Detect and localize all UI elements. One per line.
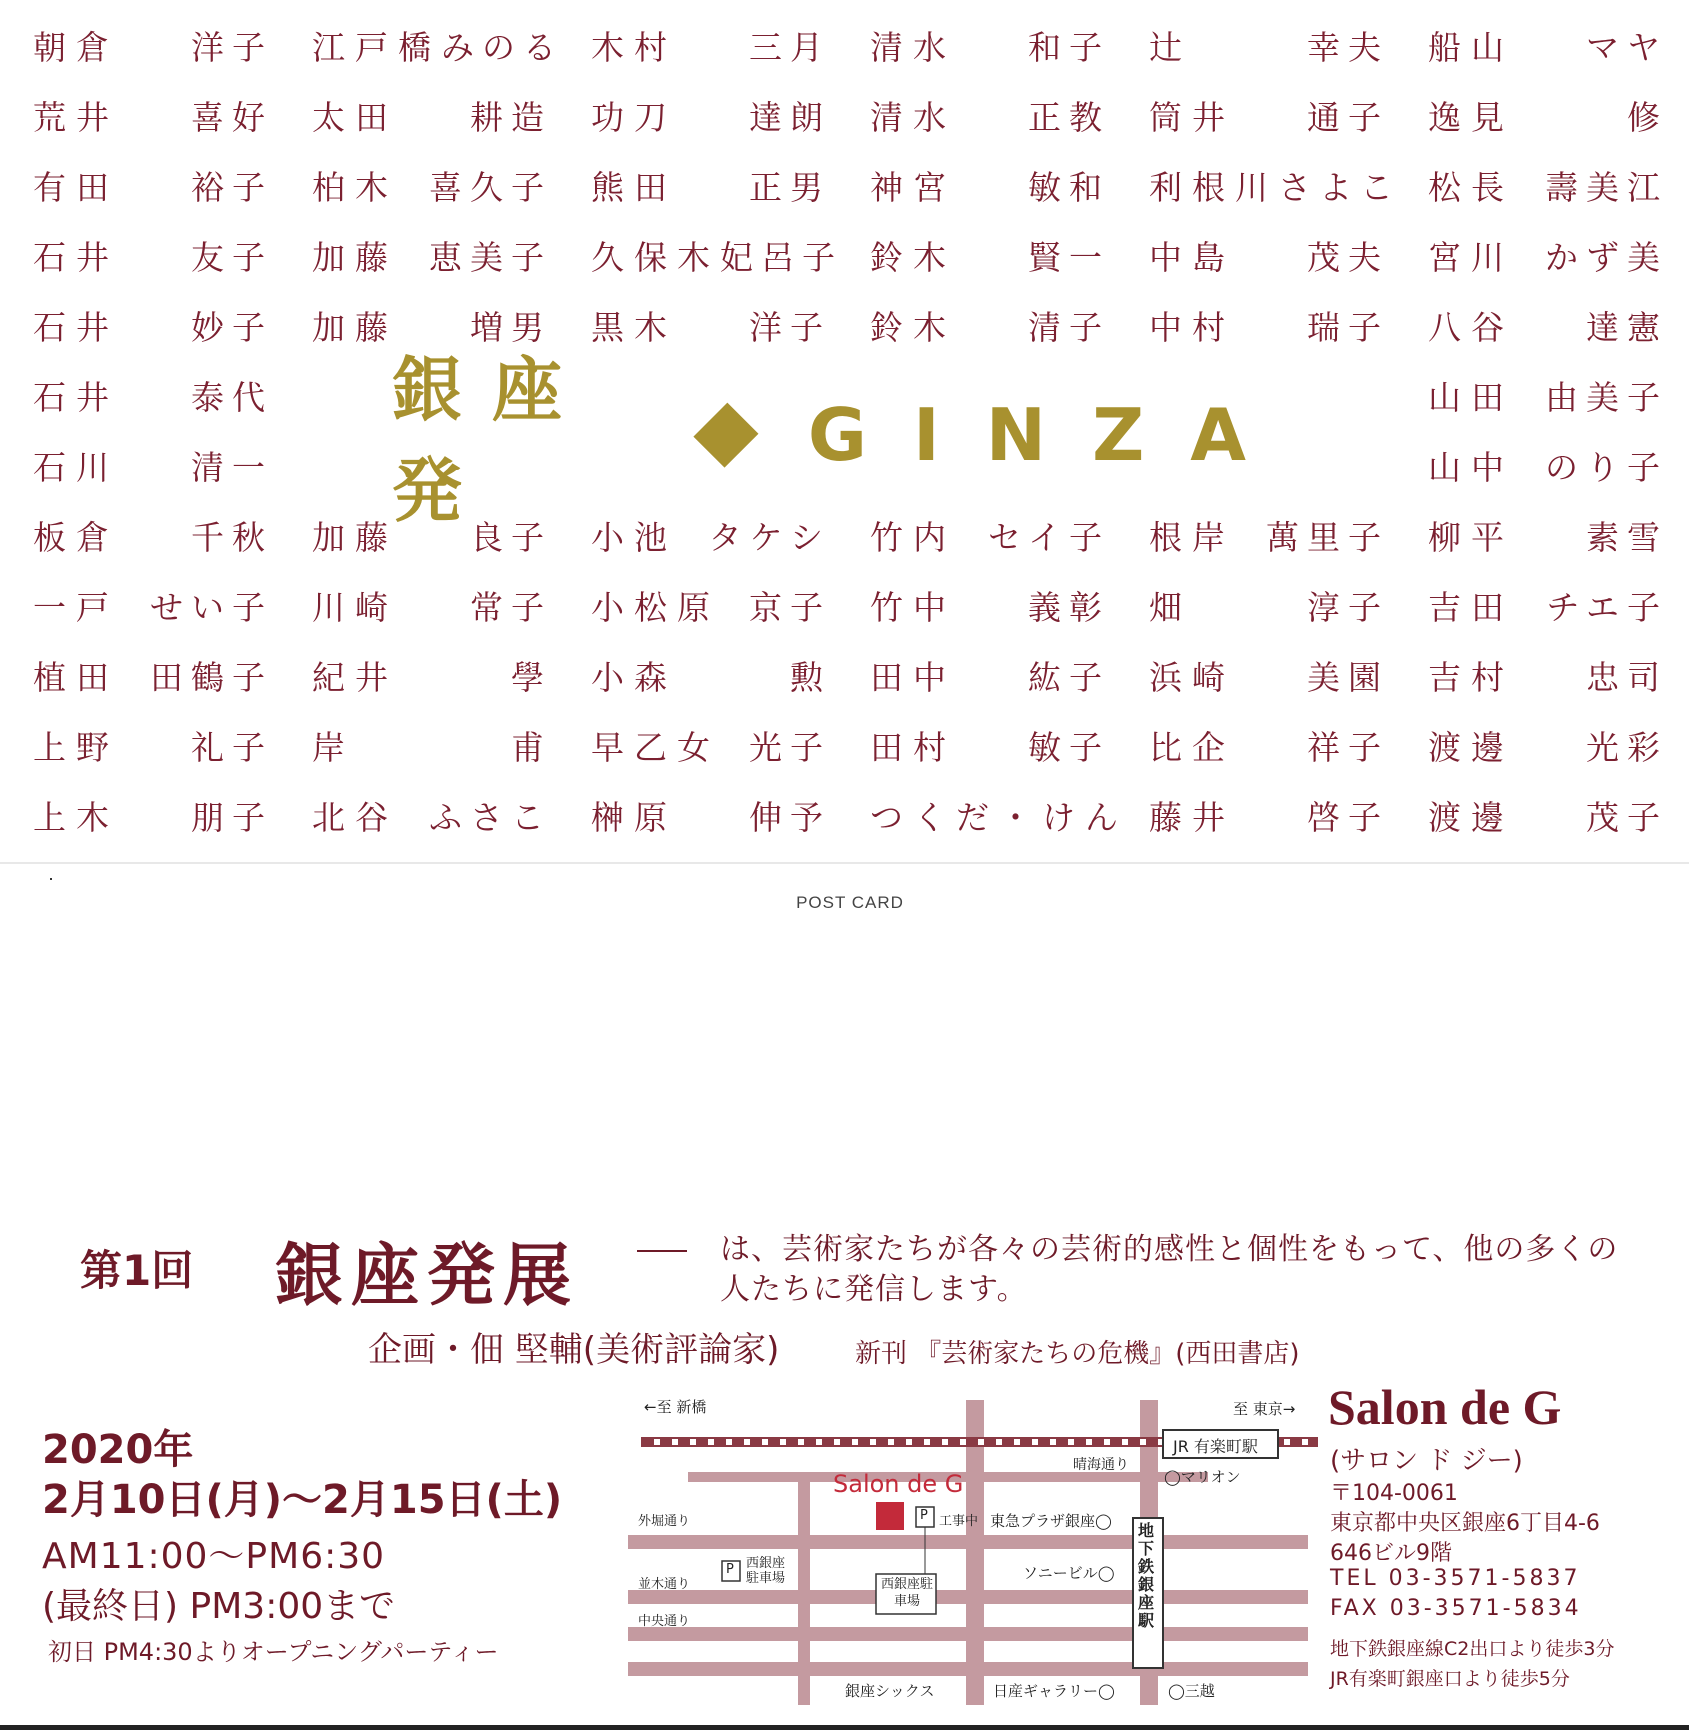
- artist-name: [870, 20, 1110, 70]
- artist-given-name: 祥子: [1307, 727, 1389, 767]
- artist-family-name: 岸: [312, 727, 355, 767]
- artist-name: [1428, 160, 1668, 210]
- artist-name: [33, 300, 273, 350]
- label-chuo: 中央通り: [638, 1614, 691, 1629]
- artist-family-name: 柳平: [1428, 517, 1514, 557]
- artist-name: [591, 230, 843, 280]
- banner-english: GINZA: [807, 393, 1292, 477]
- artist-name: [1149, 90, 1389, 140]
- label-to-tokyo: 至 東京→: [1233, 1400, 1296, 1418]
- artist-given-name: 喜好: [191, 97, 273, 137]
- label-construction: 工事中: [939, 1514, 979, 1529]
- artist-name: [33, 370, 273, 420]
- artist-name: [1428, 720, 1668, 770]
- artist-family-name: 石井: [33, 237, 119, 277]
- artist-family-name: 中島: [1149, 237, 1235, 277]
- artist-family-name: 小池: [591, 517, 677, 557]
- artist-given-name: 光彩: [1586, 727, 1668, 767]
- artist-name: [870, 510, 1110, 560]
- artist-family-name: 鈴木: [870, 307, 956, 347]
- artist-given-name: 喜久子: [429, 167, 552, 207]
- artist-name: [312, 650, 552, 700]
- salon-name: Salon de G: [1328, 1379, 1562, 1435]
- artist-name: [1428, 510, 1668, 560]
- artist-name: [312, 20, 564, 70]
- artist-given-name: さよこ: [1278, 167, 1401, 207]
- artist-name: [870, 300, 1110, 350]
- banner-japanese: 銀座発: [392, 349, 592, 532]
- label-parking-p: P: [920, 1508, 928, 1523]
- artist-name: [1149, 160, 1401, 210]
- artist-name: [312, 90, 552, 140]
- label-mitsukoshi: ◯三越: [1168, 1682, 1215, 1700]
- artist-given-name: 勲: [790, 657, 831, 697]
- artist-given-name: 伸予: [749, 797, 831, 837]
- artist-name: [1428, 370, 1668, 420]
- artist-name: [312, 580, 552, 630]
- label-salon: Salon de G: [833, 1470, 964, 1498]
- artist-family-name: 神宮: [870, 167, 956, 207]
- title-dash: [637, 1250, 687, 1252]
- salon-access-jr: JR有楽町銀座口より徒歩5分: [1330, 1668, 1570, 1690]
- artist-given-name: 朋子: [191, 797, 273, 837]
- artist-name: [33, 20, 273, 70]
- artist-family-name: 渡邊: [1428, 727, 1514, 767]
- road-v1: [798, 1475, 810, 1705]
- artist-family-name: 黒木: [591, 307, 677, 347]
- bottom-edge: [0, 1725, 1689, 1730]
- artist-family-name: 植田: [33, 657, 119, 697]
- artist-name: [870, 230, 1110, 280]
- artist-name: [33, 650, 273, 700]
- label-subway-station: 地下鉄銀座駅: [1138, 1521, 1155, 1630]
- access-map: [628, 1390, 1318, 1710]
- artist-family-name: 川崎: [312, 587, 398, 627]
- artist-given-name: 千秋: [191, 517, 273, 557]
- label-nishiginza-parking-small: 西銀座駐車場: [746, 1556, 786, 1586]
- artist-family-name: 利根川: [1149, 167, 1278, 207]
- artist-given-name: 美園: [1307, 657, 1389, 697]
- artist-name: [1428, 20, 1668, 70]
- artist-family-name: 早乙女: [591, 727, 720, 767]
- artist-family-name: 石井: [33, 307, 119, 347]
- artist-family-name: 一戸: [33, 587, 119, 627]
- artist-family-name: 八谷: [1428, 307, 1514, 347]
- artist-name: [33, 790, 273, 840]
- artist-family-name: 清水: [870, 97, 956, 137]
- planner-credit: 企画・佃 堅輔(美術評論家): [368, 1330, 780, 1370]
- artist-name: [591, 160, 831, 210]
- artist-given-name: 泰代: [191, 377, 273, 417]
- artist-family-name: 小森: [591, 657, 677, 697]
- artist-given-name: 素雪: [1586, 517, 1668, 557]
- label-harumi: 晴海通り: [1073, 1457, 1129, 1473]
- artist-family-name: 荒井: [33, 97, 119, 137]
- artist-given-name: のり子: [1545, 447, 1668, 487]
- artist-family-name: 松長: [1428, 167, 1514, 207]
- artist-family-name: 有田: [33, 167, 119, 207]
- salon-kana: (サロン ド ジー): [1330, 1446, 1523, 1476]
- new-book-note: 新刊 『芸術家たちの危機』(西田書店): [855, 1339, 1300, 1369]
- artist-family-name: つくだ・けん: [870, 797, 1128, 837]
- artist-name: [33, 580, 273, 630]
- artist-family-name: 石川: [33, 447, 119, 487]
- artist-name: [870, 580, 1110, 630]
- artist-name: [591, 720, 831, 770]
- label-sony: ソニービル◯: [1023, 1564, 1115, 1582]
- label-jr-station: JR 有楽町駅: [1173, 1437, 1258, 1456]
- artist-family-name: 辻: [1149, 27, 1192, 67]
- speck: [50, 878, 52, 880]
- artist-family-name: 浜崎: [1149, 657, 1235, 697]
- artist-family-name: 鈴木: [870, 237, 956, 277]
- label-sotobori: 外堀通り: [638, 1514, 691, 1529]
- artist-family-name: 根岸: [1149, 517, 1235, 557]
- artist-given-name: 幸夫: [1307, 27, 1389, 67]
- artist-given-name: 通子: [1307, 97, 1389, 137]
- artist-given-name: 光子: [749, 727, 831, 767]
- artist-given-name: 良子: [470, 517, 552, 557]
- artist-name: [1149, 580, 1389, 630]
- exhibition-description: は、芸術家たちが各々の芸術的感性と個性をもって、他の多くの人たちに発信します。: [720, 1232, 1619, 1307]
- artist-family-name: 竹中: [870, 587, 956, 627]
- artist-name: [591, 650, 831, 700]
- artist-given-name: 啓子: [1307, 797, 1389, 837]
- diamond-icon: [694, 403, 759, 468]
- artist-given-name: セイ子: [987, 517, 1110, 557]
- postcard-label: POST CARD: [796, 893, 904, 912]
- artist-given-name: 田鶴子: [150, 657, 273, 697]
- artist-family-name: 板倉: [33, 517, 119, 557]
- artist-name: [870, 650, 1110, 700]
- salon-access-subway: 地下鉄銀座線C2出口より徒歩3分: [1330, 1638, 1615, 1660]
- artist-given-name: 忠司: [1586, 657, 1668, 697]
- date-year: 2020年: [42, 1427, 194, 1473]
- artist-name: [33, 160, 273, 210]
- salon-location-marker: [876, 1502, 904, 1530]
- artist-family-name: 上野: [33, 727, 119, 767]
- label-to-shinbashi: ←至 新橋: [644, 1398, 707, 1416]
- artist-family-name: 比企: [1149, 727, 1235, 767]
- label-parking-p2: P: [726, 1562, 734, 1577]
- artist-family-name: 江戸橋: [312, 27, 441, 67]
- artist-name: [312, 160, 552, 210]
- artist-family-name: 熊田: [591, 167, 677, 207]
- date-range: 2月10日(月)〜2月15日(土): [42, 1477, 563, 1523]
- artist-family-name: 北谷: [312, 797, 398, 837]
- artist-name: [312, 230, 552, 280]
- artist-name: [1428, 650, 1668, 700]
- artist-given-name: 淳子: [1307, 587, 1389, 627]
- salon-fax: FAX 03-3571-5834: [1330, 1596, 1582, 1621]
- artist-name: [312, 790, 552, 840]
- artist-given-name: 正教: [1028, 97, 1110, 137]
- exhibition-title: 銀座発展: [275, 1237, 580, 1316]
- artist-name: [1428, 300, 1668, 350]
- artist-family-name: 中村: [1149, 307, 1235, 347]
- artist-given-name: 恵美子: [429, 237, 552, 277]
- artist-family-name: 久保木: [591, 237, 720, 277]
- artist-name: [591, 20, 831, 70]
- artist-family-name: 吉田: [1428, 587, 1514, 627]
- artist-family-name: 石井: [33, 377, 119, 417]
- artist-given-name: 友子: [191, 237, 273, 277]
- edition-number: 第1回: [80, 1246, 194, 1295]
- artist-given-name: 妃呂子: [720, 237, 843, 277]
- artist-name: [870, 790, 1128, 840]
- artist-name: [591, 90, 831, 140]
- artist-name: [1428, 90, 1668, 140]
- artist-name: [591, 580, 831, 630]
- artist-family-name: 吉村: [1428, 657, 1514, 697]
- artist-name: [1428, 230, 1668, 280]
- artist-given-name: マヤ: [1586, 27, 1668, 67]
- artist-given-name: 清一: [191, 447, 273, 487]
- artist-name: [1149, 300, 1389, 350]
- artist-family-name: 藤井: [1149, 797, 1235, 837]
- artist-given-name: ふさこ: [429, 797, 552, 837]
- artist-given-name: 裕子: [191, 167, 273, 207]
- artist-given-name: 紘子: [1028, 657, 1110, 697]
- artist-name: [33, 440, 273, 490]
- artist-given-name: 増男: [470, 307, 552, 347]
- artist-given-name: タケシ: [708, 517, 831, 557]
- artist-family-name: 逸見: [1428, 97, 1514, 137]
- artist-family-name: 筒井: [1149, 97, 1235, 137]
- artist-given-name: 茂夫: [1307, 237, 1389, 277]
- artist-given-name: 和子: [1028, 27, 1110, 67]
- artist-given-name: 茂子: [1586, 797, 1668, 837]
- artist-family-name: 宮川: [1428, 237, 1514, 277]
- artist-given-name: 正男: [749, 167, 831, 207]
- artist-given-name: せい子: [150, 587, 273, 627]
- artist-name: [1149, 230, 1389, 280]
- label-marion: ◯マリオン: [1164, 1468, 1241, 1486]
- label-namiki: 並木通り: [638, 1577, 691, 1592]
- artist-name: [1428, 790, 1668, 840]
- artist-family-name: 船山: [1428, 27, 1514, 67]
- artist-given-name: 妙子: [191, 307, 273, 347]
- artist-given-name: みのる: [441, 27, 564, 67]
- artist-family-name: 榊原: [591, 797, 677, 837]
- artist-given-name: 達朗: [749, 97, 831, 137]
- artist-family-name: 加藤: [312, 517, 398, 557]
- artist-family-name: 功刀: [591, 97, 677, 137]
- artist-name: [33, 90, 273, 140]
- artist-given-name: 敏子: [1028, 727, 1110, 767]
- artist-name: [1149, 20, 1389, 70]
- artist-name: [1149, 650, 1389, 700]
- artist-given-name: 萬里子: [1266, 517, 1389, 557]
- artist-given-name: 達憲: [1586, 307, 1668, 347]
- artist-given-name: 耕造: [470, 97, 552, 137]
- artist-given-name: 由美子: [1545, 377, 1668, 417]
- artist-name: [1149, 720, 1389, 770]
- label-tokyu-plaza: 東急プラザ銀座◯: [990, 1512, 1112, 1530]
- artist-given-name: 洋子: [749, 307, 831, 347]
- artist-family-name: 上木: [33, 797, 119, 837]
- artist-name: [33, 230, 273, 280]
- artist-family-name: 竹内: [870, 517, 956, 557]
- ginza-banner: [392, 349, 1292, 532]
- artist-family-name: 紀井: [312, 657, 398, 697]
- artist-given-name: 修: [1627, 97, 1668, 137]
- artist-family-name: 加藤: [312, 307, 398, 347]
- artist-family-name: 加藤: [312, 237, 398, 277]
- artist-name: [1428, 440, 1668, 490]
- artist-family-name: 畑: [1149, 587, 1192, 627]
- artist-given-name: 壽美江: [1545, 167, 1668, 207]
- artist-name: [312, 720, 552, 770]
- artist-given-name: 京子: [749, 587, 831, 627]
- artist-given-name: かず美: [1545, 237, 1668, 277]
- salon-zip: 〒104-0061: [1330, 1481, 1458, 1506]
- artist-given-name: 三月: [749, 27, 831, 67]
- artist-family-name: 清水: [870, 27, 956, 67]
- artist-family-name: 木村: [591, 27, 677, 67]
- artist-family-name: 田村: [870, 727, 956, 767]
- label-ginza-six: 銀座シックス: [845, 1682, 935, 1700]
- artist-family-name: 田中: [870, 657, 956, 697]
- artist-given-name: 甫: [511, 727, 552, 767]
- salon-address2: 646ビル9階: [1330, 1541, 1452, 1566]
- artist-family-name: 朝倉: [33, 27, 119, 67]
- opening-hours: AM11:00〜PM6:30: [42, 1536, 386, 1577]
- artist-name: [870, 90, 1110, 140]
- artist-given-name: 瑞子: [1307, 307, 1389, 347]
- artist-name: [33, 720, 273, 770]
- opening-party: 初日 PM4:30よりオープニングパーティー: [48, 1638, 499, 1666]
- last-day-hours: (最終日) PM3:00まで: [42, 1586, 396, 1627]
- salon-address1: 東京都中央区銀座6丁目4-6: [1330, 1511, 1600, 1536]
- artist-given-name: チエ子: [1546, 587, 1668, 627]
- artist-name: [1149, 790, 1389, 840]
- artist-given-name: 學: [511, 657, 552, 697]
- artist-given-name: 礼子: [191, 727, 273, 767]
- artist-given-name: 清子: [1028, 307, 1110, 347]
- salon-tel: TEL 03-3571-5837: [1330, 1566, 1581, 1591]
- artist-family-name: 渡邊: [1428, 797, 1514, 837]
- fold-divider: [0, 862, 1689, 864]
- artist-name: [870, 160, 1110, 210]
- label-nishiginza-parking-box: 西銀座駐車場: [880, 1577, 933, 1609]
- label-nissan: 日産ギャラリー◯: [993, 1682, 1115, 1700]
- artist-name: [1428, 580, 1668, 630]
- artist-name: [1149, 510, 1389, 560]
- artist-given-name: 常子: [470, 587, 552, 627]
- artist-given-name: 義彰: [1028, 587, 1110, 627]
- artist-family-name: 太田: [312, 97, 398, 137]
- artist-name: [870, 720, 1110, 770]
- artist-family-name: 山田: [1428, 377, 1514, 417]
- artist-name: [33, 510, 273, 560]
- artist-given-name: 洋子: [191, 27, 273, 67]
- artist-given-name: 敏和: [1028, 167, 1110, 207]
- artist-family-name: 山中: [1428, 447, 1514, 487]
- artist-given-name: 賢一: [1028, 237, 1110, 277]
- artist-family-name: 小松原: [591, 587, 720, 627]
- artist-family-name: 柏木: [312, 167, 398, 207]
- artist-name: [591, 790, 831, 840]
